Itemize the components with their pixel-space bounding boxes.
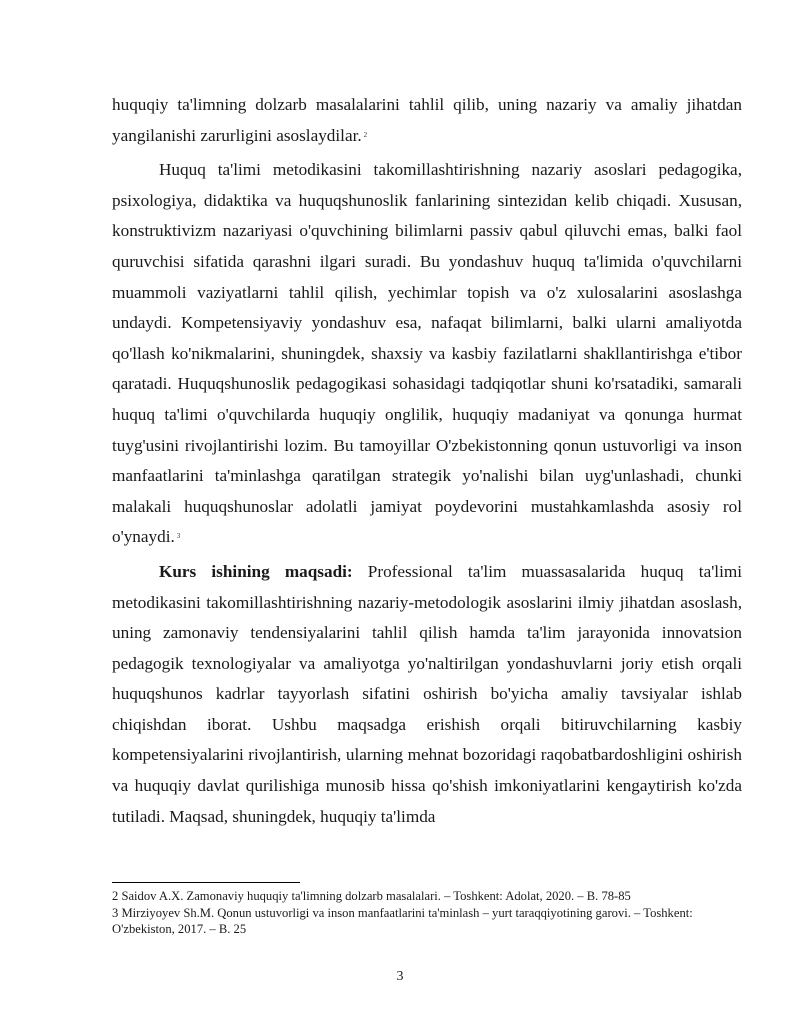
page-body: [112, 90, 742, 832]
paragraph-1-text: huquqiy ta'limning dolzarb masalalarini tahlil qilib, uning nazariy va amaliy jihatdan yangilanishi zarurligini asoslaydilar.: [112, 95, 742, 145]
paragraph-2: [112, 155, 742, 553]
page-number: 3: [396, 969, 404, 984]
paragraph-3: [112, 557, 742, 832]
footnote-ref-2[interactable]: 2: [363, 130, 368, 139]
paragraph-3-text: Professional ta'lim muassasalarida huquq ta'limi metodikasini takomillashtirishning nazariy-metodologik asoslarini ilmiy jihatdan asoslash, uning zamonaviy tendensiyalarini tahlil qilish hamda ta'lim jarayonida innovatsion pedagogik texnologiyalar va amaliyotga yo'naltirilgan yondashuvlarni joriy etish orqali huquqshunos kadrlar tayyorlash sifatini oshirish bo'yicha amaliy tavsiyalar ishlab chiqishdan iborat. Ushbu maqsadga erishish orqali bitiruvchilarning kasbiy kompetensiyalarini rivojlantirish, ularning mehnat bozoridagi raqobatbardoshligini oshirish va huquqiy davlat qurilishiga munosib hissa qo'shish imkoniyatlarini kengaytirish ko'zda tutiladi. Maqsad, shuningdek, huquqiy ta'limda: [112, 561, 742, 826]
paragraph-2-text: Huquq ta'limi metodikasini takomillashtirishning nazariy asoslari pedagogika, psixologiya, didaktika va huquqshunoslik fanlarining sintezidan kelib chiqadi. Xususan, konstruktivizm nazariyasi o'quvchining bilimlarni passiv qabul qiluvchi emas, balki faol quruvchisi sifatida qarashni ilgari suradi. Bu yondashuv huquq ta'limida o'quvchilarni muammoli vaziyatlarni tahlil qilish, yechimlar topish va o'z xulosalarini asoslashga undaydi. Kompetensiyaviy yondashuv esa, nafaqat bilimlarni, balki ularni amaliyotda qo'llash ko'nikmalarini, shuningdek, shaxsiy va kasbiy fazilatlarni shakllantirishga e'tibor qaratadi. Huquqshunoslik pedagogikasi sohasidagi tadqiqotlar shuni ko'rsatadiki, samarali huquq ta'limi o'quvchilarda huquqiy onglilik, huquqiy madaniyat va qonunga hurmat tuyg'usini rivojlantirishi lozim. Bu tamoyillar O'zbekistonning qonun ustuvorligi va inson manfaatlarini ta'minlashga qaratilgan strategik yo'nalishi bilan uyg'unlashadi, chunki malakali huquqshunoslar adolatli jamiyat poydevorini mustahkamlashda asosiy rol o'ynaydi.: [112, 160, 742, 547]
course-goal-heading: Kurs ishining maqsadi:: [159, 561, 353, 581]
footnote-ref-3[interactable]: 3: [176, 532, 181, 541]
footnotes: [112, 888, 742, 938]
footnote-separator: [112, 882, 300, 883]
footnote-2: 2 Saidov A.X. Zamonaviy huquqiy ta'limning dolzarb masalalari. – Toshkent: Adolat, 2020. – B. 78-85: [112, 889, 631, 903]
footnote-3: 3 Mirziyoyev Sh.M. Qonun ustuvorligi va inson manfaatlarini ta'minlash – yurt taraqqiyotining garovi. – Toshkent: O'zbekiston, 2017. – B. 25: [112, 905, 693, 936]
paragraph-1: [112, 90, 742, 151]
